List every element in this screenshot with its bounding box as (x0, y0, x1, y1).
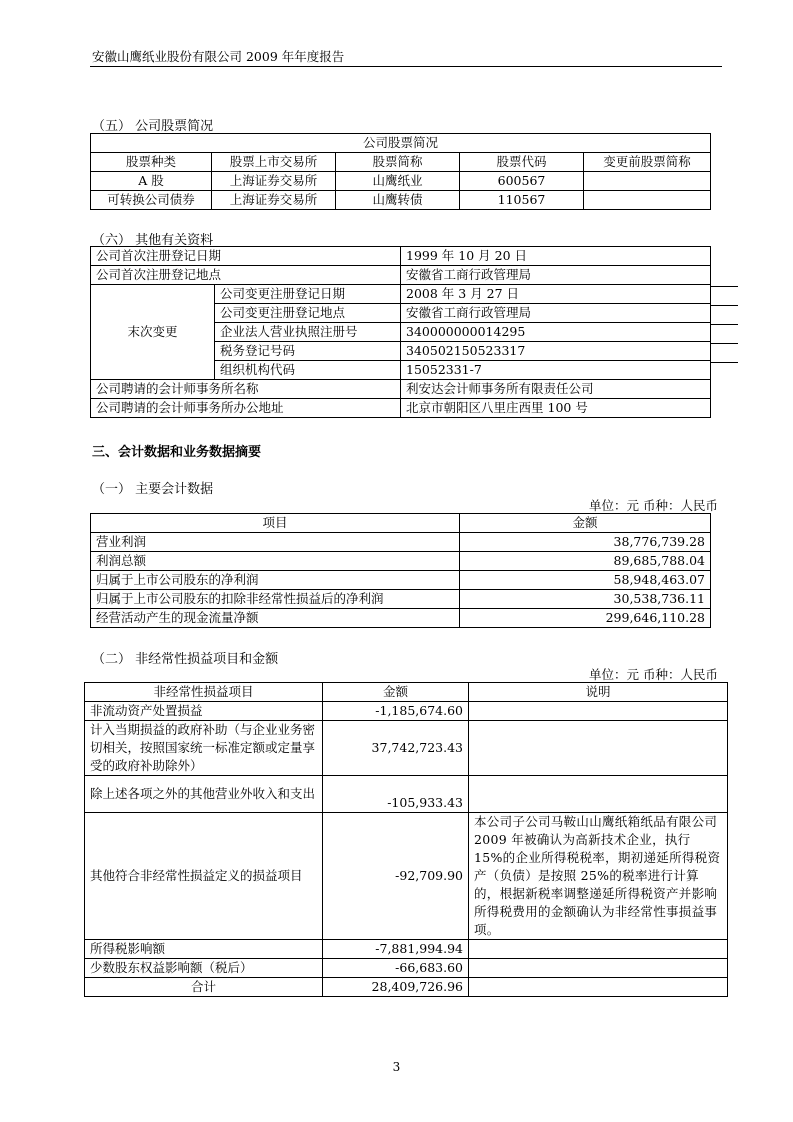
stock-table (90, 133, 711, 210)
last-change-label: 末次变更 (91, 285, 215, 380)
other-info-table (90, 246, 711, 418)
header-cell: 金额 (323, 683, 469, 702)
table-cell: 110567 (460, 191, 584, 210)
table-row (91, 552, 711, 571)
value-cell: 15052331-7 (401, 361, 711, 380)
table-cell: 上海证券交易所 (212, 191, 336, 210)
table-row (91, 266, 711, 285)
row-extension-line (710, 286, 738, 287)
label-cell: 企业法人营业执照注册号 (215, 323, 401, 342)
value-cell: 340000000014295 (401, 323, 711, 342)
other-section-title: （六） 其他有关资料 (92, 233, 214, 248)
table-cell: 299,646,110.28 (460, 609, 711, 628)
value-cell: 安徽省工商行政管理局 (401, 266, 711, 285)
header-cell: 说明 (469, 683, 728, 702)
table-cell: A 股 (91, 172, 212, 191)
label-cell: 公司聘请的会计师事务所名称 (91, 380, 401, 399)
stock-table-title: 公司股票简况 (91, 134, 711, 153)
table-cell: -105,933.43 (323, 776, 469, 813)
table-row (91, 191, 711, 210)
main-data-subtitle: （一） 主要会计数据 (92, 482, 214, 497)
page-number: 3 (392, 1060, 401, 1074)
label-cell: 公司变更注册登记日期 (215, 285, 401, 304)
table-cell: 少数股东权益影响额（税后） (85, 959, 323, 978)
table-row (91, 609, 711, 628)
table-row (91, 172, 711, 191)
table-cell: 可转换公司债券 (91, 191, 212, 210)
table-row (85, 940, 728, 959)
table-cell: 营业利润 (91, 533, 460, 552)
header-cell: 股票简称 (336, 153, 460, 172)
header-cell: 项目 (91, 514, 460, 533)
row-extension-line (710, 343, 738, 344)
table-row (91, 285, 711, 304)
header-cell: 非经常性损益项目 (85, 683, 323, 702)
table-cell: 89,685,788.04 (460, 552, 711, 571)
table-cell (469, 959, 728, 978)
table-row (85, 702, 728, 721)
header-cell: 股票上市交易所 (212, 153, 336, 172)
table-row (85, 776, 728, 813)
table-cell: 37,742,723.43 (323, 721, 469, 776)
table-cell: 非流动资产处置损益 (85, 702, 323, 721)
label-cell: 组织机构代码 (215, 361, 401, 380)
header-cell: 股票代码 (460, 153, 584, 172)
unit-label: 单位：元 币种：人民币 (589, 498, 718, 513)
table-row (91, 399, 711, 418)
table-cell: 除上述各项之外的其他营业外收入和支出 (85, 776, 323, 813)
table-cell: 归属于上市公司股东的扣除非经常性损益后的净利润 (91, 590, 460, 609)
value-cell: 340502150523317 (401, 342, 711, 361)
table-cell: 计入当期损益的政府补助（与企业业务密切相关，按照国家统一标准定额或定量享受的政府补助除外） (85, 721, 323, 776)
label-cell: 公司聘请的会计师事务所办公地址 (91, 399, 401, 418)
table-cell: 30,538,736.11 (460, 590, 711, 609)
nonrecurring-subtitle: （二） 非经常性损益项目和金额 (92, 652, 279, 667)
table-cell: 归属于上市公司股东的净利润 (91, 571, 460, 590)
total-label: 合计 (85, 978, 323, 997)
report-header: 安徽山鹰纸业股份有限公司 2009 年年度报告 (92, 49, 345, 64)
stock-header-row (91, 153, 711, 172)
total-value: 28,409,726.96 (323, 978, 469, 997)
label-cell: 公司首次注册登记地点 (91, 266, 401, 285)
table-cell: 600567 (460, 172, 584, 191)
table-cell: -1,185,674.60 (323, 702, 469, 721)
header-divider (90, 66, 722, 67)
row-extension-line (710, 305, 738, 306)
explanation-cell: 本公司子公司马鞍山山鹰纸箱纸品有限公司 2009 年被确认为高新技术企业，执行 15%的企业所得税税率，期初递延所得税资产（负债）是按照 25%的税率进行计算的，根据新税率调整递延所得税资产并影响所得税费用的金额确认为非经常性事损益事项。 (469, 813, 728, 940)
nonrecurring-table (84, 682, 728, 997)
value-cell: 利安达会计师事务所有限责任公司 (401, 380, 711, 399)
table-row (85, 721, 728, 776)
value-cell: 2008 年 3 月 27 日 (401, 285, 711, 304)
row-extension-line (710, 324, 738, 325)
table-cell: -66,683.60 (323, 959, 469, 978)
table-row (85, 813, 728, 940)
label-cell: 税务登记号码 (215, 342, 401, 361)
value-cell: 安徽省工商行政管理局 (401, 304, 711, 323)
value-cell: 1999 年 10 月 20 日 (401, 247, 711, 266)
header-cell: 金额 (460, 514, 711, 533)
table-cell: -7,881,994.94 (323, 940, 469, 959)
table-cell (469, 978, 728, 997)
label-cell: 公司变更注册登记地点 (215, 304, 401, 323)
table-cell (469, 776, 728, 813)
stock-section-title: （五） 公司股票简况 (92, 119, 214, 134)
table-row (85, 959, 728, 978)
label-cell: 公司首次注册登记日期 (91, 247, 401, 266)
table-header-row (91, 514, 711, 533)
table-header-row (85, 683, 728, 702)
table-cell: 38,776,739.28 (460, 533, 711, 552)
table-cell (469, 940, 728, 959)
table-cell: 58,948,463.07 (460, 571, 711, 590)
unit-label: 单位：元 币种：人民币 (589, 667, 718, 682)
total-row (85, 978, 728, 997)
main-accounting-table (90, 513, 711, 628)
table-row (91, 380, 711, 399)
table-cell: -92,709.90 (323, 813, 469, 940)
header-cell: 变更前股票简称 (584, 153, 711, 172)
table-row (91, 247, 711, 266)
table-cell (584, 191, 711, 210)
table-cell: 山鹰纸业 (336, 172, 460, 191)
table-cell: 其他符合非经常性损益定义的损益项目 (85, 813, 323, 940)
table-cell: 所得税影响额 (85, 940, 323, 959)
header-cell: 股票种类 (91, 153, 212, 172)
table-cell: 利润总额 (91, 552, 460, 571)
value-cell: 北京市朝阳区八里庄西里 100 号 (401, 399, 711, 418)
row-extension-line (710, 362, 738, 363)
table-cell: 山鹰转债 (336, 191, 460, 210)
accounting-section-title: 三、会计数据和业务数据摘要 (92, 445, 262, 460)
table-cell: 经营活动产生的现金流量净额 (91, 609, 460, 628)
table-cell (469, 702, 728, 721)
table-row (91, 590, 711, 609)
table-cell (469, 721, 728, 776)
table-row (91, 571, 711, 590)
table-row (91, 533, 711, 552)
table-cell (584, 172, 711, 191)
table-cell: 上海证券交易所 (212, 172, 336, 191)
